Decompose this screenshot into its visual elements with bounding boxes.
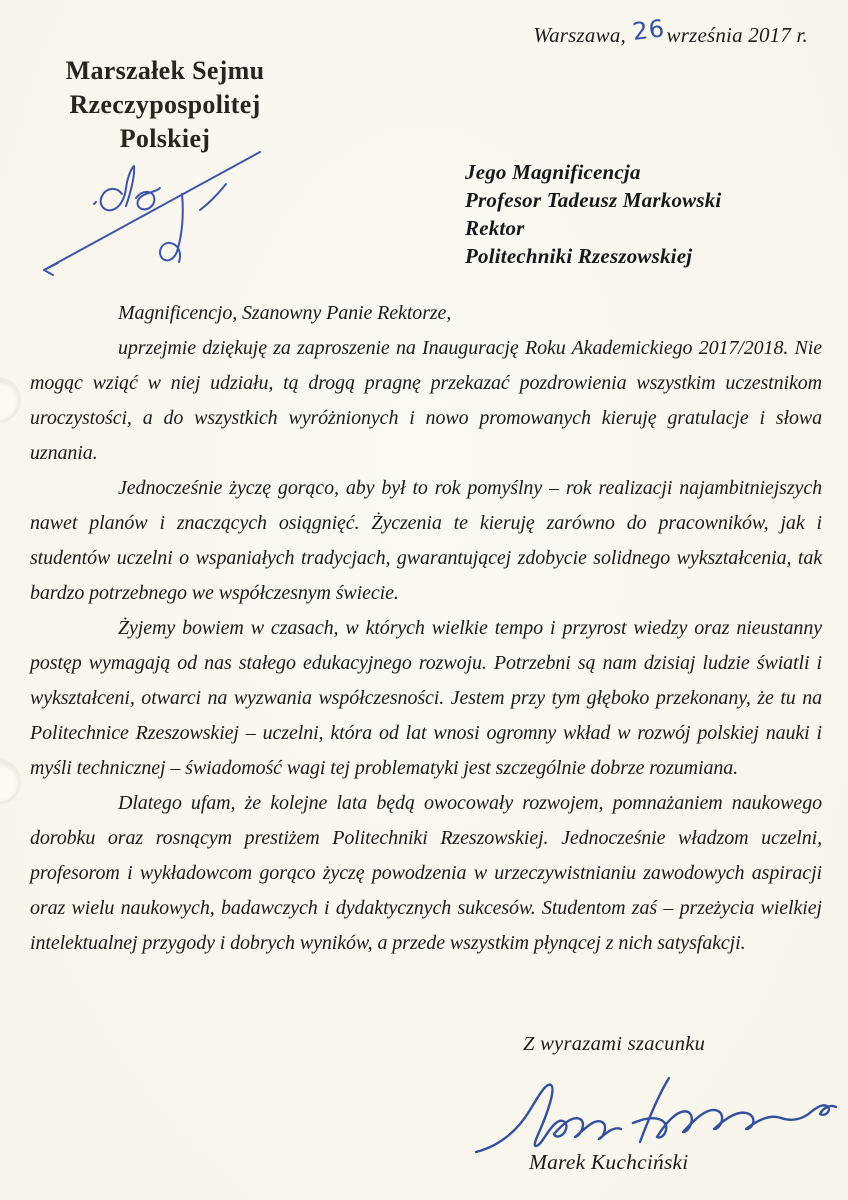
- date-city: Warszawa,: [533, 23, 626, 47]
- paragraph: uprzejmie dziękuję za zaproszenie na Inaugurację Roku Akademickiego 2017/2018. Nie mogąc wziąć w niej udziału, tą drogą pragnę przekazać pozdrowienia wszystkim uczestnikom uroczystości, a do wszystkich wyróżnionych i nowo promowanych kieruję gratulacje i słowa uznania.: [30, 337, 822, 464]
- signer-name: Marek Kuchciński: [529, 1150, 689, 1174]
- letterhead: [24, 54, 306, 156]
- punch-hole-shadow: [0, 380, 18, 420]
- date-line: [533, 14, 808, 48]
- handwritten-do-arrow-mark: [30, 142, 270, 287]
- recipient-line: Jego Magnificencja: [465, 160, 641, 184]
- paragraph: Dlatego ufam, że kolejne lata będą owocowały rozwojem, pomnażaniem naukowego dorobku oraz rosnącym prestiżem Politechniki Rzeszowskiej. Jednocześnie władzom uczelni, profesorom i wykładowcom gorąco życzę powodzenia w urzeczywistnianiu zawodowych aspiracji oraz wielu naukowych, badawczych i dydaktycznych sukcesów. Studentom zaś – przeżycia wielkiej intelektualnej przygody i dobrych wyników, a przede wszystkim płynącej z nich satysfakcji.: [30, 792, 822, 954]
- letterhead-line2: Rzeczypospolitej Polskiej: [69, 90, 261, 153]
- recipient-line: Politechniki Rzeszowskiej: [465, 244, 693, 268]
- recipient-block: [465, 158, 721, 270]
- punch-hole-shadow: [0, 762, 18, 802]
- signature-icon: [470, 1062, 840, 1162]
- paragraph: Jednocześnie życzę gorąco, aby był to rok pomyślny – rok realizacji najambitniejszych nawet planów i znaczących osiągnięć. Życzenia te kieruję zarówno do pracowników, jak i studentów uczelni o wspaniałych tradycjach, gwarantującej zdobycie solidnego wykształcenia, tak bardzo potrzebnego we współczesnym świecie.: [30, 477, 822, 604]
- recipient-line: Rektor: [465, 216, 525, 240]
- closing-phrase: Z wyrazami szacunku: [523, 1033, 706, 1055]
- pen-annotation-icon: [30, 142, 270, 282]
- handwritten-day: 26: [630, 14, 667, 46]
- letterhead-line1: Marszałek Sejmu: [65, 56, 265, 85]
- letter-body: [30, 296, 822, 961]
- date-rest: września 2017 r.: [666, 23, 808, 47]
- recipient-line: Profesor Tadeusz Markowski: [465, 188, 722, 212]
- salutation: Magnificencjo, Szanowny Panie Rektorze,: [118, 302, 452, 324]
- paragraph: Żyjemy bowiem w czasach, w których wielkie tempo i przyrost wiedzy oraz nieustanny postęp wymagają od nas stałego edukacyjnego rozwoju. Potrzebni są nam dzisiaj ludzie światli i wykształceni, otwarci na wyzwania współczesności. Jestem przy tym głęboko przekonany, że tu na Politechnice Rzeszowskiej – uczelni, która od lat wnosi ogromny wkład w rozwój polskiej nauki i myśli technicznej – świadomość wagi tej problematyki jest szczególnie dobrze rozumiana.: [30, 617, 822, 779]
